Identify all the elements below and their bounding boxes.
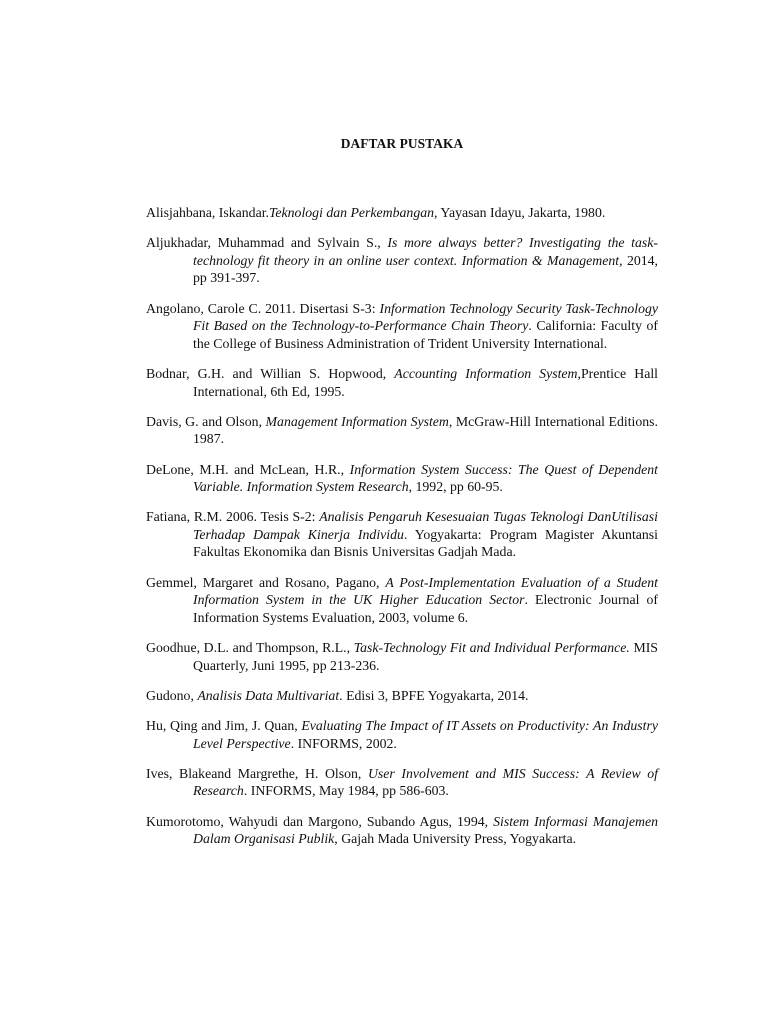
reference-title: Evaluating The Impact of IT Assets on Productivity: An Industry Level Perspective [193, 718, 658, 751]
reference-text: , 1992, pp 60-95. [408, 479, 503, 495]
reference-title: Analisis Data Multivariat [197, 687, 340, 703]
reference-text: , McGraw-Hill International Editions. 1987. [193, 413, 658, 447]
reference-text: Aljukhadar, Muhammad and Sylvain S., [146, 235, 388, 251]
reference-entry [146, 365, 658, 400]
reference-text: . Yogyakarta: Program Magister Akuntansi Fakultas Ekonomika dan Bisnis Universitas Gadjah Mada. [193, 526, 658, 560]
page-title: DAFTAR PUSTAKA [340, 136, 464, 151]
reference-text: Bodnar, G.H. and Willian S. Hopwood, [146, 365, 395, 381]
reference-title: A Post-Implementation Evaluation of a Student Information System in the UK Higher Education Sector [193, 574, 659, 608]
reference-title: Accounting Information System [394, 365, 578, 381]
reference-entry [146, 204, 658, 222]
reference-text: . INFORMS, 2002. [290, 735, 397, 751]
reference-entry [146, 813, 658, 848]
reference-text: . INFORMS, May 1984, pp 586-603. [243, 783, 449, 799]
reference-text: Gudono, [146, 687, 198, 703]
reference-text: Goodhue, D.L. and Thompson, R.L., [146, 640, 354, 656]
reference-text: , 2014, pp 391-397. [193, 252, 658, 286]
reference-entry [146, 687, 658, 705]
reference-entry [146, 639, 658, 674]
reference-entry [146, 508, 658, 561]
reference-title: User Involvement and MIS Success: A Review of Research [193, 765, 658, 799]
reference-entry [146, 300, 658, 353]
reference-text: ,Prentice Hall International, 6th Ed, 1995. [193, 365, 658, 399]
reference-title: Is more always better? Investigating the task-technology fit theory in an online user context. Information & Management [193, 235, 658, 268]
reference-list [146, 204, 658, 860]
reference-title: Information Technology Security Task-Technology Fit Based on the Technology-to-Performance Chain Theory [193, 300, 658, 334]
reference-text: Alisjahbana, Iskandar. [146, 205, 269, 220]
reference-title: Analisis Pengaruh Kesesuaian Tugas Teknologi DanUtilisasi Terhadap Dampak Kinerja Individu [193, 509, 658, 542]
reference-text: . California: Faculty of the College of Business Administration of Trident University International. [193, 318, 658, 351]
reference-text: Kumorotomo, Wahyudi dan Margono, Subando Agus, 1994, [146, 813, 494, 829]
reference-text: , Yayasan Idayu, Jakarta, 1980. [434, 205, 606, 220]
reference-text: Gemmel, Margaret and Rosano, Pagano, [146, 574, 386, 590]
reference-text: Davis, G. and Olson, [146, 413, 266, 429]
reference-text: . Edisi 3, BPFE Yogyakarta, 2014. [339, 687, 529, 703]
reference-text: Fatiana, R.M. 2006. Tesis S-2: [146, 509, 320, 525]
reference-text: DeLone, M.H. and McLean, H.R., [146, 461, 350, 477]
reference-text: , Gajah Mada University Press, Yogyakarta. [334, 831, 577, 847]
reference-title: Sistem Informasi Manajemen Dalam Organisasi Publik [193, 813, 658, 847]
reference-title: Management Information System [265, 413, 449, 429]
reference-entry [146, 461, 658, 496]
reference-title: Information System Success: The Quest of Dependent Variable. Information System Research [193, 461, 659, 495]
reference-text: Hu, Qing and Jim, J. Quan, [146, 718, 302, 733]
reference-text: . Electronic Journal of Information Systems Evaluation, 2003, volume 6. [193, 592, 658, 625]
reference-text: Angolano, Carole C. 2011. Disertasi S-3: [146, 300, 380, 316]
reference-entry [146, 413, 658, 448]
reference-entry [146, 574, 658, 627]
reference-title: Task-Technology Fit and Individual Performance. [353, 640, 630, 656]
reference-text: Ives, Blakeand Margrethe, H. Olson, [146, 765, 368, 781]
reference-text: MIS Quarterly, Juni 1995, pp 213-236. [193, 640, 658, 673]
reference-entry [146, 234, 658, 287]
reference-title: Teknologi dan Perkembangan [269, 205, 435, 220]
reference-entry [146, 717, 658, 752]
reference-entry [146, 765, 658, 800]
